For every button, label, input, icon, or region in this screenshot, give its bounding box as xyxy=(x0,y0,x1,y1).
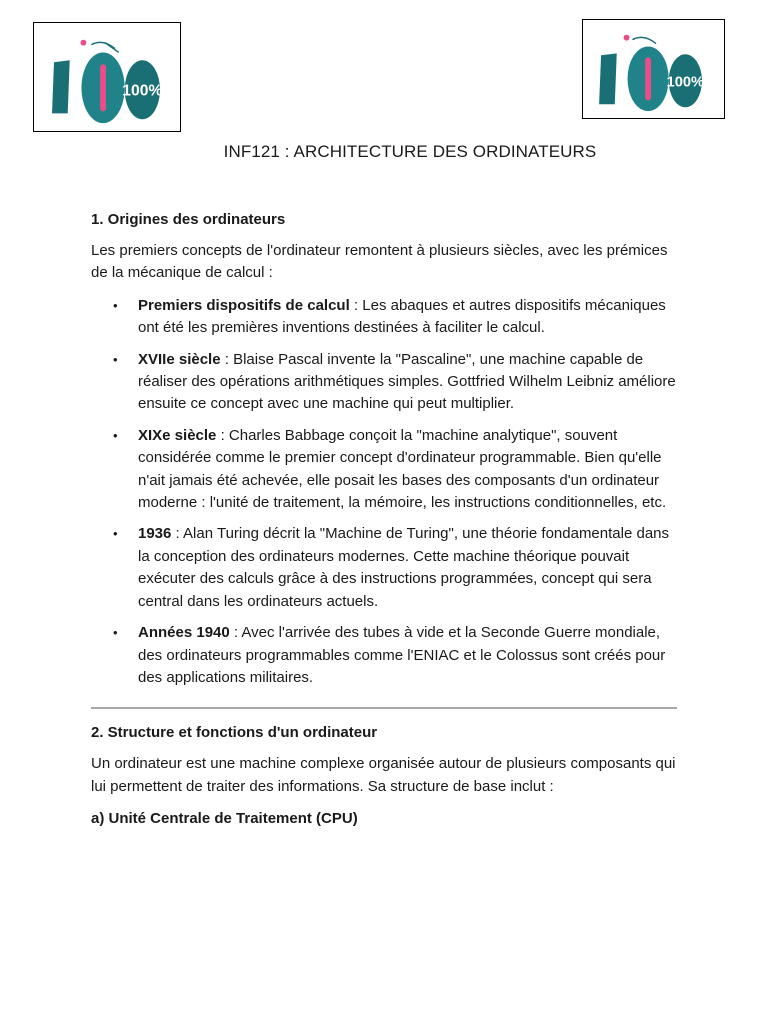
list-item-text: : Alan Turing décrit la "Machine de Turing", une théorie fondamentale dans la conception des ordinateurs modernes. Cette machine théorique pouvait exécuter des calculs grâce à des instructions programmées, concept qui sera central dans les ordinateurs actuels. xyxy=(138,525,669,610)
section-1-intro: Les premiers concepts de l'ordinateur remontent à plusieurs siècles, avec les prémices de la mécanique de calcul : xyxy=(91,242,668,282)
list-item-text: : Blaise Pascal invente la "Pascaline", une machine capable de réaliser des opérations arithmétiques simples. Gottfried Wilhelm Leibniz améliore ensuite ce concept avec une machine qui peut multiplier. xyxy=(138,350,676,413)
section-divider xyxy=(91,707,677,709)
list-item xyxy=(91,295,681,340)
bullet-icon: • xyxy=(113,297,118,313)
list-item-text: : Avec l'arrivée des tubes à vide et la Seconde Guerre mondiale, des ordinateurs programmables comme l'ENIAC et le Colossus sont créés pour des applications militaires. xyxy=(138,624,666,686)
logo-percent-text: 100% xyxy=(122,82,163,100)
bullet-icon: • xyxy=(113,625,118,641)
document-title: INF121 : ARCHITECTURE DES ORDINATEURS xyxy=(223,142,597,161)
logo-left xyxy=(33,22,181,132)
list-item-term: 1936 xyxy=(138,525,172,543)
section-2-heading: 2. Structure et fonctions d'un ordinateur xyxy=(91,724,378,742)
bullet-icon: • xyxy=(113,427,118,443)
hundred-percent-logo-icon xyxy=(34,23,180,131)
list-item-term: XVIIe siècle xyxy=(138,350,221,368)
bullet-icon: • xyxy=(113,526,118,542)
list-item xyxy=(91,349,681,416)
logo-right xyxy=(582,19,725,119)
list-item-term: XIXe siècle xyxy=(138,426,217,444)
logo-percent-text: 100% xyxy=(666,74,705,91)
list-item xyxy=(91,425,681,515)
list-item xyxy=(91,523,681,613)
bullet-icon: • xyxy=(113,351,118,367)
list-item-term: Premiers dispositifs de calcul xyxy=(138,296,350,314)
hundred-percent-logo-icon xyxy=(583,20,724,118)
section-1-heading: 1. Origines des ordinateurs xyxy=(91,211,286,228)
list-item xyxy=(91,622,681,689)
section-1-list xyxy=(91,295,681,690)
section-2-subheading: a) Unité Centrale de Traitement (CPU) xyxy=(91,810,358,828)
section-2-intro: Un ordinateur est une machine complexe organisée autour de plusieurs composants qui lui permettent de traiter des informations. Sa structure de base inclut : xyxy=(91,755,676,795)
list-item-term: Années 1940 xyxy=(138,624,230,642)
list-item-text: : Les abaques et autres dispositifs mécaniques ont été les premières inventions destinées à faciliter le calcul. xyxy=(138,296,666,337)
list-item-text: : Charles Babbage conçoit la "machine analytique", souvent considérée comme le premier concept d'ordinateur programmable. Bien qu'elle n'ait jamais été achevée, elle posait les bases des composants d'un ordinateur moderne : l'unité de traitement, la mémoire, les instructions conditionnelles, etc. xyxy=(138,426,667,512)
document-body xyxy=(91,210,681,831)
